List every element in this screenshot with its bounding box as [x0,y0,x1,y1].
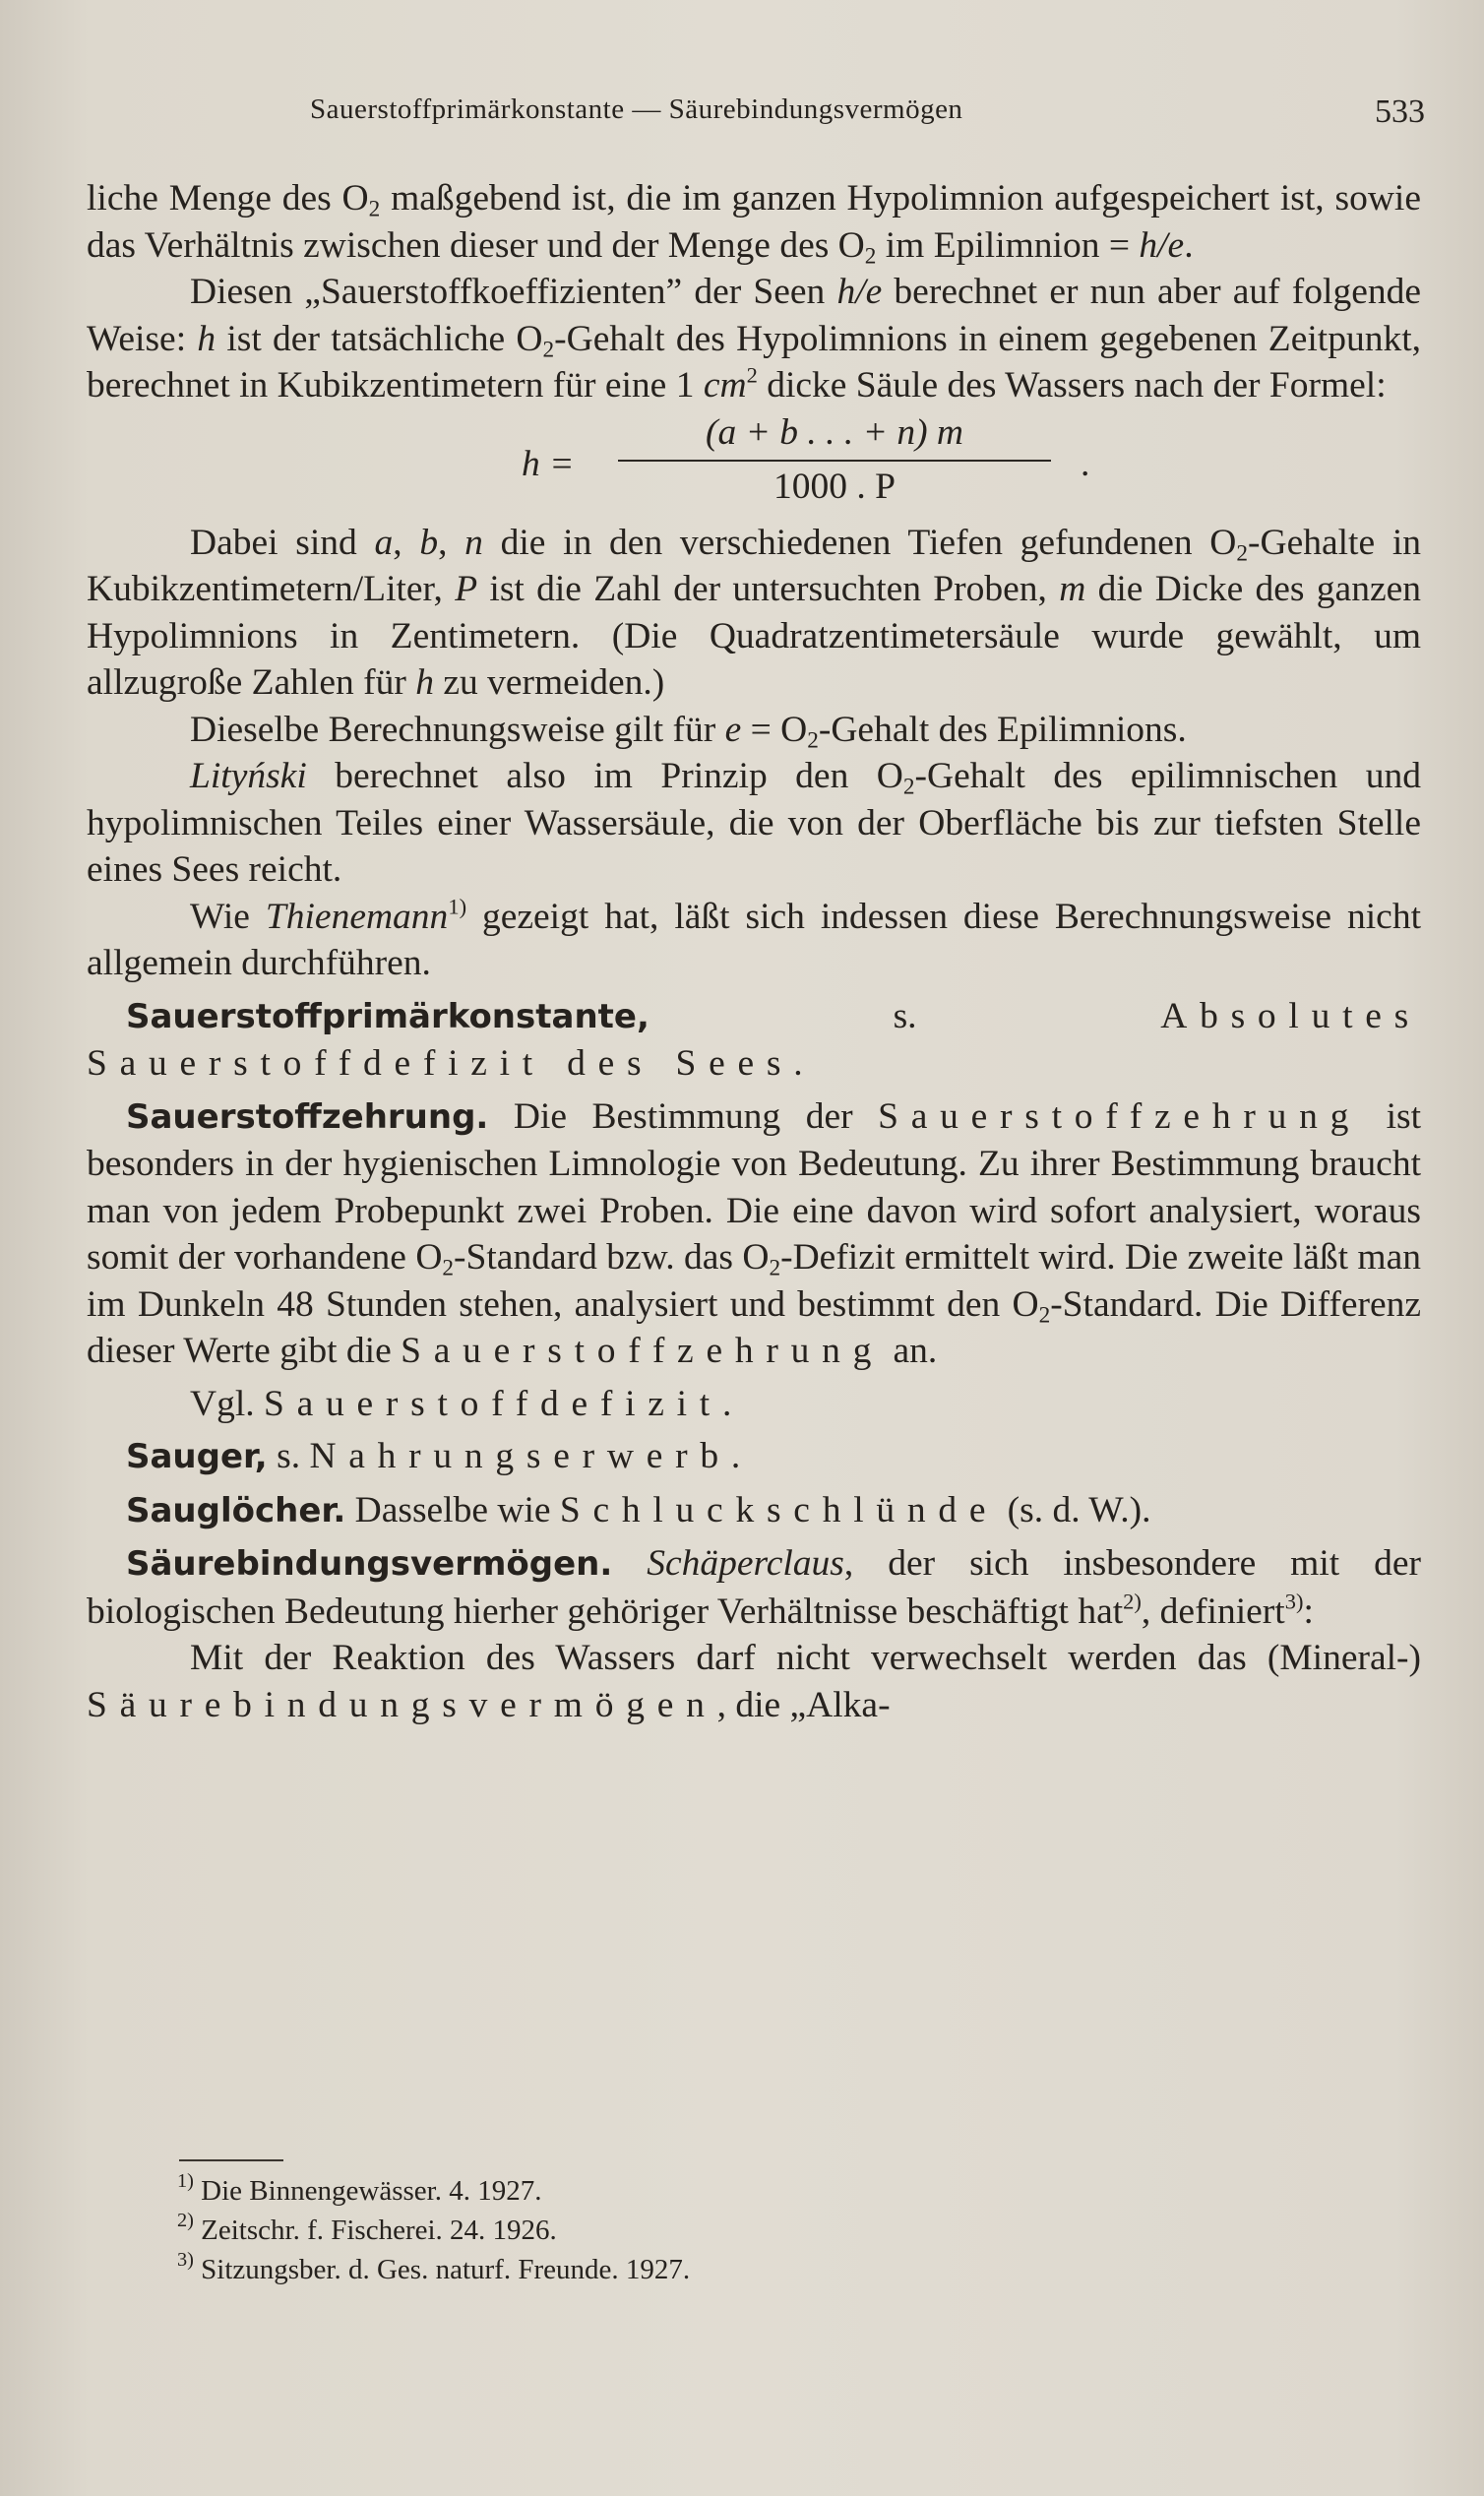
formula-end: . [1081,443,1090,484]
formula-denominator: 1000 . P [773,467,896,507]
footnote-1: $^{1)}$ Die Binnengewässer. 4. 1927. [177,2169,542,2207]
page-number: 533 [1375,94,1425,130]
paragraph-1: liche Menge des $O_2$ maßgebend ist, die im ganzen Hypolimnion aufgespeichert ist, sowie das Verhältnis zwischen dieser und der Menge des $O_2$ im Epilimnion = h/e. [87,178,1421,269]
footnote-2: $^{2)}$ Zeitschr. f. Fischerei. 24. 1926. [177,2209,557,2246]
paragraph-3: Dabei sind a, b, n die in den verschiedenen Tiefen gefundenen $O_2$-Gehalte in Kubikzentimetern/Liter, P ist die Zahl der untersuchten Proben, m die Dicke des ganzen Hypolimnions in Zentimetern. (Die Quadratzentimetersäule wurde gewählt, um allzugroße Zahlen für h zu vermeiden.) [87,522,1421,703]
headword: Sauger, [126,1437,268,1476]
entry-saugloecher: Sauglöcher. Dasselbe wie Schluckschlünde (s. d. W.). [126,1489,1151,1530]
paragraph-4: Dieselbe Berechnungsweise gilt für $e = O_2$-Gehalt des Epilimnions. [190,709,1187,753]
entry-saeurebindungsvermoegen: Säurebindungsvermögen. Schäperclaus, der sich insbesondere mit der biologischen Bedeutung hierher gehöriger Verhältnisse beschäftigt hat$^{2)}$, definiert$^{3)}$: [87,1543,1422,1632]
paragraph-2: Diesen „Sauerstoffkoeffizienten” der Seen h/e berechnet er nun aber auf folgende Weise: h ist der tatsächliche $O_2$-Gehalt des Hypolimnions in einem gegebenen Zeitpunkt, berechnet in Kubikzentimetern für eine 1 $cm^2$ dicke Säule des Wassers nach der Formel: [87,272,1421,406]
footnote-3: $^{3)}$ Sitzungsber. d. Ges. naturf. Freunde. 1927. [177,2248,691,2285]
headword: Sauglöcher. [126,1490,346,1530]
paragraph-7: Mit der Reaktion des Wassers darf nicht verwechselt werden das (Mineral-) Säurebindungsvermögen, die „Alka- [87,1638,1421,1725]
running-title: Sauerstoffprimärkonstante — Säurebindungsvermögen [310,94,963,125]
footnotes [177,2171,1260,2289]
formula-lhs: h = [522,443,575,484]
formula-fraction [618,409,1051,511]
formula-numerator: (a + b . . . + n) m [705,411,964,453]
running-header [89,94,1425,143]
formula-h [87,409,1421,520]
headword: Sauerstoffzehrung. [126,1096,489,1137]
footnote-rule [179,2159,283,2161]
paragraph-5: Lityński berechnet also im Prinzip den $O_2$-Gehalt des epilimnischen und hypolimnischen Teiles einer Wassersäule, die von der Oberfläche bis zur tiefsten Stelle eines Sees reicht. [87,756,1421,890]
headword: Sauerstoffprimärkonstante, [126,996,649,1036]
paragraph-6: Wie Thienemann$^{1)}$ gezeigt hat, läßt sich indessen diese Berechnungsweise nicht allgemein durchführen. [87,893,1421,983]
cross-reference: Vgl. Sauerstoffdefizit. [190,1383,745,1424]
main-text [87,175,1421,1728]
headword: Säurebindungsvermögen. [126,1544,613,1584]
entry-sauerstoffzehrung: Sauerstoffzehrung. Die Bestimmung der Sauerstoffzehrung ist besonders in der hygienischen Limnologie von Bedeutung. Zu ihrer Bestimmung braucht man von jedem Probepunkt zwei Proben. Die eine davon wird sofort analysiert, woraus somit der vorhandene $O_2$-Standard bzw. das $O_2$-Defizit ermittelt wird. Die zweite läßt man im Dunkeln 48 Stunden stehen, analysiert und bestimmt den $O_2$-Standard. Die Differenz dieser Werte gibt die Sauerstoffzehrung an. [87,1095,1422,1371]
entry-sauerstoffprimaerkonstante: Sauerstoffprimärkonstante, s. Absolutes Sauerstoffdefizit des Sees. [87,995,1421,1084]
entry-sauger: Sauger, s. Nahrungserwerb. [126,1436,753,1476]
